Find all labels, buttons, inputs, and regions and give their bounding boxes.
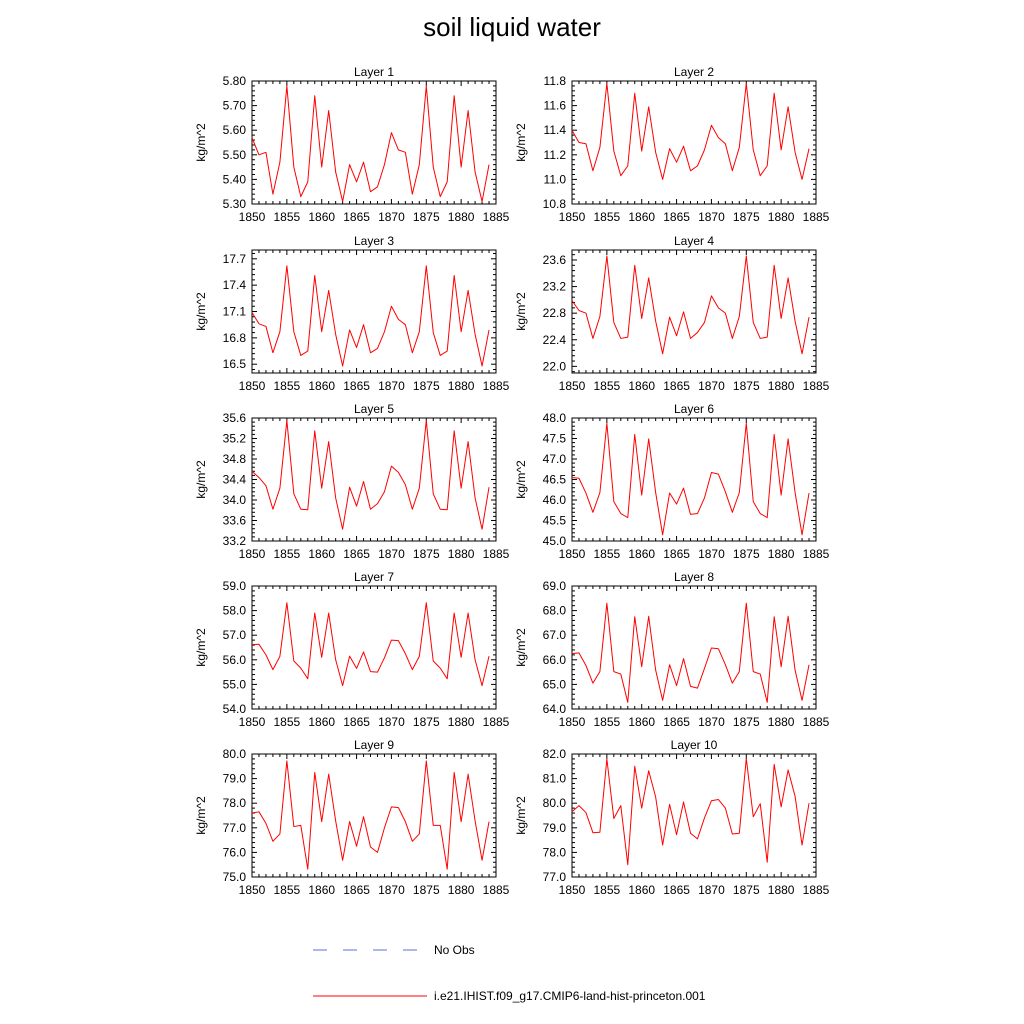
layer-10-xtick-label: 1870 [698,883,725,897]
layer-10-xtick-label: 1855 [593,883,621,897]
layer-10-ylabel: kg/m^2 [514,796,528,835]
layer-4-ylabel: kg/m^2 [514,292,528,331]
layer-7-ytick-label: 59.0 [222,579,246,593]
layer-9-ytick-label: 77.0 [222,820,246,835]
layer-2-xtick-label: 1885 [802,210,830,224]
layer-9-ytick-label: 78.0 [222,796,246,811]
layer-10-ytick-label: 81.0 [542,771,566,786]
layer-3-xtick-label: 1855 [273,379,301,393]
layer-6-xtick-label: 1855 [593,547,621,561]
layer-7-ytick-label: 57.0 [222,628,246,643]
layer-4-xtick-label: 1885 [802,379,830,393]
layer-5-ytick-label: 35.6 [222,411,246,425]
layer-5-ytick-label: 35.2 [222,431,246,446]
layer-5-ytick-label: 33.6 [222,513,246,528]
layer-10-xtick-label: 1875 [732,883,760,897]
layer-2-xtick-label: 1855 [593,210,621,224]
layer-5-xtick-label: 1870 [378,547,405,561]
layer-1-ytick-label: 5.80 [222,74,246,88]
layer-8-title: Layer 8 [673,570,715,584]
layer-2-xtick-label: 1875 [732,210,760,224]
layer-2-xtick-label: 1880 [767,210,795,224]
layer-3-ytick-label: 16.8 [222,330,246,345]
layer-3-ytick-label: 16.5 [222,357,246,372]
layer-3-xtick-label: 1850 [238,379,266,393]
layer-4-xtick-label: 1865 [663,379,690,393]
layer-10-title: Layer 10 [670,738,718,752]
layer-10-ytick-label: 78.0 [542,845,566,860]
layer-7-xtick-label: 1850 [238,715,266,729]
layer-9-xtick-label: 1880 [447,883,475,897]
layer-3-xtick-label: 1885 [482,379,510,393]
layer-2-series-line [572,83,809,179]
layer-8-ytick-label: 69.0 [542,579,566,593]
layer-10-series-line [572,758,809,864]
layer-7-xtick-label: 1860 [308,715,336,729]
layer-8-xtick-label: 1855 [593,715,621,729]
layer-4-ytick-label: 22.8 [542,306,566,321]
layer-5-xtick-label: 1860 [308,547,336,561]
layer-5-xtick-label: 1865 [343,547,370,561]
layer-10-xtick-label: 1860 [628,883,656,897]
layer-9-series-line [252,761,489,869]
layer-1-ytick-label: 5.60 [222,123,246,138]
layer-10-xtick-label: 1865 [663,883,690,897]
layer-4-xtick-label: 1880 [767,379,795,393]
layer-6-xtick-label: 1880 [767,547,795,561]
layer-3-ytick-label: 17.4 [222,278,246,293]
layer-6-title: Layer 6 [673,402,715,416]
layer-7-ytick-label: 58.0 [222,603,246,618]
layer-9-ytick-label: 80.0 [222,747,246,761]
layer-5-ylabel: kg/m^2 [194,460,208,499]
layer-4-series-line [572,256,809,354]
layer-9-xtick-label: 1885 [482,883,510,897]
layer-3-ytick-label: 17.1 [222,304,246,319]
layer-3-ytick-label: 17.7 [222,251,246,266]
layer-7-xtick-label: 1865 [343,715,370,729]
layer-5-xtick-label: 1875 [412,547,440,561]
layer-5-ytick-label: 34.4 [222,472,246,487]
layer-6-ytick-label: 47.5 [542,431,566,446]
chart-main-title: soil liquid water [423,12,601,42]
layer-1-ytick-label: 5.70 [222,98,246,113]
layer-9-plot-frame [252,754,496,877]
layer-6-ylabel: kg/m^2 [514,460,528,499]
layer-9-xtick-label: 1865 [343,883,370,897]
layer-1-xtick-label: 1865 [343,210,370,224]
layer-4-xtick-label: 1850 [558,379,586,393]
layer-9-ytick-label: 79.0 [222,771,246,786]
layer-2-ytick-label: 11.0 [543,172,566,187]
layer-5-ytick-label: 34.0 [222,493,246,507]
layer-5-series-line [252,421,489,530]
layer-1-xtick-label: 1870 [378,210,405,224]
layer-1-series-line [252,86,489,202]
layer-8-ytick-label: 68.0 [542,603,566,618]
layer-4-ytick-label: 22.4 [542,332,566,347]
layer-1-plot-frame [252,81,496,204]
layer-1-ylabel: kg/m^2 [194,123,208,162]
layer-9-xtick-label: 1850 [238,883,266,897]
layer-4-xtick-label: 1855 [593,379,621,393]
layer-2-xtick-label: 1850 [558,210,586,224]
layer-3-title: Layer 3 [353,234,395,248]
layer-8-xtick-label: 1860 [628,715,656,729]
layer-6-xtick-label: 1865 [663,547,690,561]
layer-2-xtick-label: 1860 [628,210,656,224]
layer-5-xtick-label: 1885 [482,547,510,561]
layer-8-plot-frame [572,586,816,709]
layer-3-xtick-label: 1870 [378,379,405,393]
layer-6-xtick-label: 1860 [628,547,656,561]
layer-8-xtick-label: 1880 [767,715,795,729]
layer-9-xtick-label: 1855 [273,883,301,897]
layer-2-ytick-label: 11.6 [543,98,566,113]
layer-1-xtick-label: 1875 [412,210,440,224]
layer-6-ytick-label: 45.5 [542,513,566,528]
layer-5-ytick-label: 33.2 [222,534,246,548]
layer-7-series-line [252,603,489,686]
layer-7-title: Layer 7 [353,570,395,584]
layer-6-xtick-label: 1875 [732,547,760,561]
layer-3-ylabel: kg/m^2 [194,292,208,331]
layer-9-ylabel: kg/m^2 [194,796,208,835]
layer-9-xtick-label: 1870 [378,883,405,897]
layer-8-xtick-label: 1875 [732,715,760,729]
layer-4-xtick-label: 1875 [732,379,760,393]
layer-6-xtick-label: 1870 [698,547,725,561]
layer-9-ytick-label: 76.0 [222,845,246,860]
layer-7-ylabel: kg/m^2 [194,628,208,667]
layer-8-ytick-label: 65.0 [542,677,566,692]
layer-4-ytick-label: 23.2 [542,279,566,294]
layer-8-xtick-label: 1850 [558,715,586,729]
layer-4-title: Layer 4 [673,234,715,248]
layer-7-xtick-label: 1885 [482,715,510,729]
layer-6-ytick-label: 45.0 [542,534,566,548]
layer-10-xtick-label: 1885 [802,883,830,897]
layer-9-xtick-label: 1875 [412,883,440,897]
layer-8-xtick-label: 1865 [663,715,690,729]
layer-7-ytick-label: 56.0 [222,652,246,667]
layer-2-ytick-label: 10.8 [542,197,566,211]
layer-10-xtick-label: 1850 [558,883,586,897]
layer-6-ytick-label: 46.0 [542,493,566,507]
layer-6-xtick-label: 1850 [558,547,586,561]
legend-model-label: i.e21.IHIST.f09_g17.CMIP6-land-hist-princeton.001 [434,989,706,1003]
layer-1-xtick-label: 1850 [238,210,266,224]
layer-2-xtick-label: 1865 [663,210,690,224]
layer-5-title: Layer 5 [353,402,395,416]
layer-7-xtick-label: 1875 [412,715,440,729]
layer-6-ytick-label: 47.0 [542,452,566,466]
layer-5-xtick-label: 1855 [273,547,301,561]
layer-5-xtick-label: 1880 [447,547,475,561]
layer-4-xtick-label: 1870 [698,379,725,393]
layer-8-xtick-label: 1870 [698,715,725,729]
layer-10-ytick-label: 77.0 [542,870,566,884]
layer-7-xtick-label: 1870 [378,715,405,729]
layer-6-ytick-label: 46.5 [542,472,566,487]
layer-8-ytick-label: 67.0 [542,628,566,643]
layer-8-ytick-label: 64.0 [542,702,566,716]
layer-6-xtick-label: 1885 [802,547,830,561]
layer-10-ytick-label: 80.0 [542,796,566,811]
layer-7-xtick-label: 1855 [273,715,301,729]
layer-2-ytick-label: 11.8 [543,74,566,88]
layer-2-ytick-label: 11.4 [543,123,566,138]
layer-7-ytick-label: 55.0 [222,677,246,692]
layer-7-ytick-label: 54.0 [222,702,246,716]
layer-6-series-line [572,423,809,535]
layer-3-xtick-label: 1875 [412,379,440,393]
layer-10-ytick-label: 79.0 [542,820,566,835]
layer-9-title: Layer 9 [353,738,395,752]
layer-6-ytick-label: 48.0 [542,411,566,425]
layer-3-series-line [252,266,489,366]
layer-8-ytick-label: 66.0 [542,652,566,667]
layer-8-ylabel: kg/m^2 [514,628,528,667]
layer-3-xtick-label: 1860 [308,379,336,393]
layer-10-ytick-label: 82.0 [542,747,566,761]
layer-8-xtick-label: 1885 [802,715,830,729]
layer-4-ytick-label: 22.0 [542,359,566,374]
layer-3-plot-frame [252,250,496,373]
layer-5-ytick-label: 34.8 [222,452,246,466]
layer-1-ytick-label: 5.40 [222,172,246,187]
layer-1-xtick-label: 1860 [308,210,336,224]
layer-1-xtick-label: 1885 [482,210,510,224]
layer-8-series-line [572,603,809,702]
layer-2-ytick-label: 11.2 [543,147,566,162]
layer-1-xtick-label: 1855 [273,210,301,224]
layer-4-xtick-label: 1860 [628,379,656,393]
layer-1-title: Layer 1 [353,65,395,79]
legend-obs-label: No Obs [434,943,475,957]
layer-2-xtick-label: 1870 [698,210,725,224]
layer-3-xtick-label: 1880 [447,379,475,393]
layer-1-ytick-label: 5.30 [222,197,246,211]
layer-3-xtick-label: 1865 [343,379,370,393]
layer-9-ytick-label: 75.0 [222,870,246,884]
layer-7-xtick-label: 1880 [447,715,475,729]
layer-1-xtick-label: 1880 [447,210,475,224]
layer-5-xtick-label: 1850 [238,547,266,561]
layer-9-xtick-label: 1860 [308,883,336,897]
layer-1-ytick-label: 5.50 [222,147,246,162]
layer-2-ylabel: kg/m^2 [514,123,528,162]
layer-10-xtick-label: 1880 [767,883,795,897]
layer-2-title: Layer 2 [673,65,715,79]
layer-4-ytick-label: 23.6 [542,252,566,267]
